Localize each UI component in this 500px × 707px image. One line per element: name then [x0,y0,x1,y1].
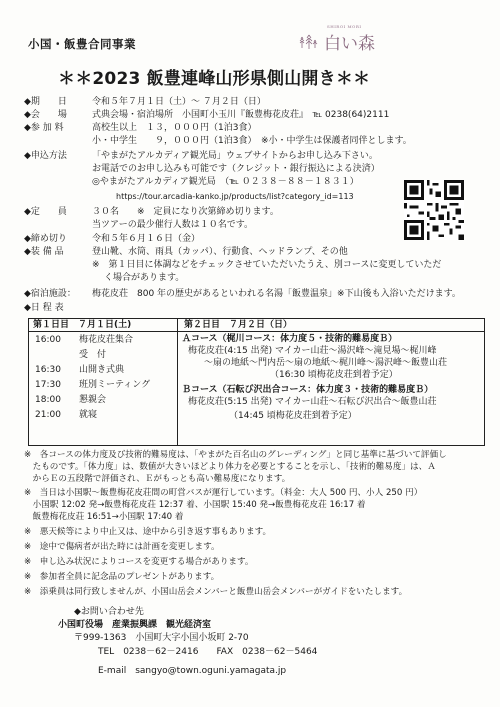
contact-address: 〒999-1363 小国町大字小国小坂町 2-70 [74,633,249,643]
organizer: 小国・飯豊合同事業 [28,37,136,51]
day2-header: 第２日目 ７月２日（日） [178,319,484,332]
apply-value: 「やまがたアルカディア観光局」ウェブサイトからお申し込み下さい。 [92,151,378,161]
day1-time-5: 18:00 [35,395,61,405]
contact-heading: ◆お問い合わせ先 [74,607,144,617]
day1-header: 第１日目 ７月１日(土) [29,319,177,332]
equipment-note-1: ※ 第１日目に体調などをチェックさせていただいたうえ、別コースに変更していただ [92,260,442,270]
day1-time-4: 17:30 [35,380,61,390]
equipment-note-2: く場合があります。 [104,273,185,283]
note-line-4: ※ 当日は小国駅～飯豊梅花皮荘間の町営バスが運行しています。（料金：大人 500 円、小人 250 円） [24,488,423,498]
note-line-3: からＥの五段階で評価され、Ｅがもっとも高い難易度になります。 [24,474,291,484]
fee-row [24,122,256,135]
capacity-label: ◆定 員 [24,207,67,217]
apply-url-link[interactable]: https://tour.arcadia-kanko.jp/products/list?category_id=113 [116,192,354,201]
venue-label: ◆会 場 [24,110,67,120]
course-a-route-1: 梅花皮荘(4:15 出発) マイカー山荘～湯沢峰～滝見場～梶川峰 [188,346,437,356]
capacity-row [24,206,279,219]
note-line-8: ※ 途中で傷病者が出た時には計画を変更します。 [24,542,220,552]
schedule-table [28,318,485,446]
date-label: ◆期 日 [24,97,67,107]
logo-ruby: SHIROI MORI [327,24,362,29]
course-b-title: Ｂコース（石転び沢出合コース：体力度３・技術的難易度Ｂ） [182,385,434,395]
day1-time-1: 16:00 [35,335,61,345]
apply-bureau: ◎やまがたアルカディア観光局 （℡ ０２３８－８８－１８３１） [92,177,359,187]
lodging-label: ◆宿泊施設： [24,289,76,299]
equipment-value: 登山靴、水筒、雨具（カッパ）、行動食、ヘッドランプ、その他 [92,247,348,257]
course-b-route-1: 梅花皮荘(5:15 出発) マイカー山荘～石転び沢出合～飯豊山荘 [188,397,437,407]
apply-phone: お電話でのお申し込みも可能です（クレジット・銀行振込による決済） [92,164,380,174]
deadline-label: ◆締め切り [24,234,67,244]
equipment-row [24,246,348,259]
fee-child: 小・中学生 ９，０００円（1泊3食） ※小・中学生は保護者同伴とします。 [92,136,412,146]
tree-logo-icon [298,32,318,50]
fee-label: ◆参 加 料 [24,123,64,133]
contact-email[interactable]: E-mail sangyo@town.oguni.yamagata.jp [98,666,287,676]
capacity-value: ３０名 ※ 定員になり次第締め切ります。 [92,207,279,217]
course-a-route-2: ～扇の地紙～門内岳～扇の地紙～梶川峰～湯沢峰～飯豊山荘 [204,358,448,368]
deadline-value: 令和５年６月１６日（金） [92,234,201,244]
day1-event-5: 懇親会 [79,395,107,405]
lodging-row [24,288,461,301]
equipment-label: ◆装 備 品 [24,247,64,257]
day1-event-1: 梅花皮荘集合 [79,335,134,345]
shiroi-mori-logo [296,24,376,54]
day1-event-2: 受 付 [79,350,107,360]
day1-event-6: 就寝 [79,410,98,420]
note-line-10: ※ 参加者全員に記念品のプレゼントがあります。 [24,572,220,582]
course-a-arrival: （16:30 頃梅花皮荘到着予定） [270,370,398,380]
course-a-title: Ａコース（梶川コース：体力度５・技術的難易度Ｂ） [182,334,398,344]
note-line-5: 小国駅 12:02 発→飯豊梅花皮荘 12:37 着、小国駅 15:40 発→飯豊梅花皮荘 16:17 着 [24,500,366,510]
note-line-6: 飯豊梅花皮荘 16:51→小国駅 17:40 着 [24,512,184,522]
logo-text: 白い森 [324,34,375,54]
qr-code[interactable] [404,180,464,240]
day1-column [29,319,178,445]
day1-time-3: 16:30 [35,365,61,375]
day1-event-3: 山開き式典 [79,365,125,375]
page-title: ＊＊2023 飯豊連峰山形県側山開き＊＊ [58,69,371,89]
date-row [24,96,266,109]
deadline-row [24,233,200,246]
note-line-9: ※ 申し込み状況によりコースを変更する場合があります。 [24,557,254,567]
venue-value: 式典会場・宿泊場所 小国町小玉川『飯豊梅花皮荘』 ℡ 0238(64)2111 [92,110,390,120]
fee-value: 高校生以上 １３，０００円（1泊3食） [92,123,257,133]
apply-row [24,150,378,163]
note-line-7: ※ 悪天候等により中止又は、途中から引き返す事もあります。 [24,527,272,537]
day1-event-4: 班別ミーティング [79,380,151,390]
note-line-2: たものです。「体力度」は、数値が大きいほどより体力を必要とすることを示し、「技術的難易度」は、Ａ [24,462,436,472]
capacity-min: 当ツアーの最少催行人数は１０名です。 [92,220,254,230]
lodging-value: 梅花皮荘 800 年の歴史があるといわれる名湯「飯豊温泉」※下山後も入浴いただけます。 [92,289,461,299]
contact-office: 小国町役場 産業振興課 観光経済室 [58,620,212,630]
apply-label: ◆申込方法 [24,151,67,161]
venue-row [24,109,389,122]
note-line-1: ※ 各コースの体力度及び技術的難易度は、「やまがた百名山のグレーディング」と同じ基準に基づいて評価し [24,450,447,460]
course-b-arrival: （14:45 頃梅花皮荘到着予定） [229,411,357,421]
note-line-11: ※ 添乗員は同行致しませんが、小国山岳会メンバーと飯豊山岳会メンバーがガイドをいたします。 [24,587,408,597]
itinerary-heading: ◆日 程 表 [24,303,64,313]
date-value: 令和５年７月１日（土）～ ７月２日（日） [92,97,266,107]
contact-tel-fax: TEL 0238－62－2416 FAX 0238－62－5464 [98,647,318,657]
day1-time-6: 21:00 [35,410,61,420]
